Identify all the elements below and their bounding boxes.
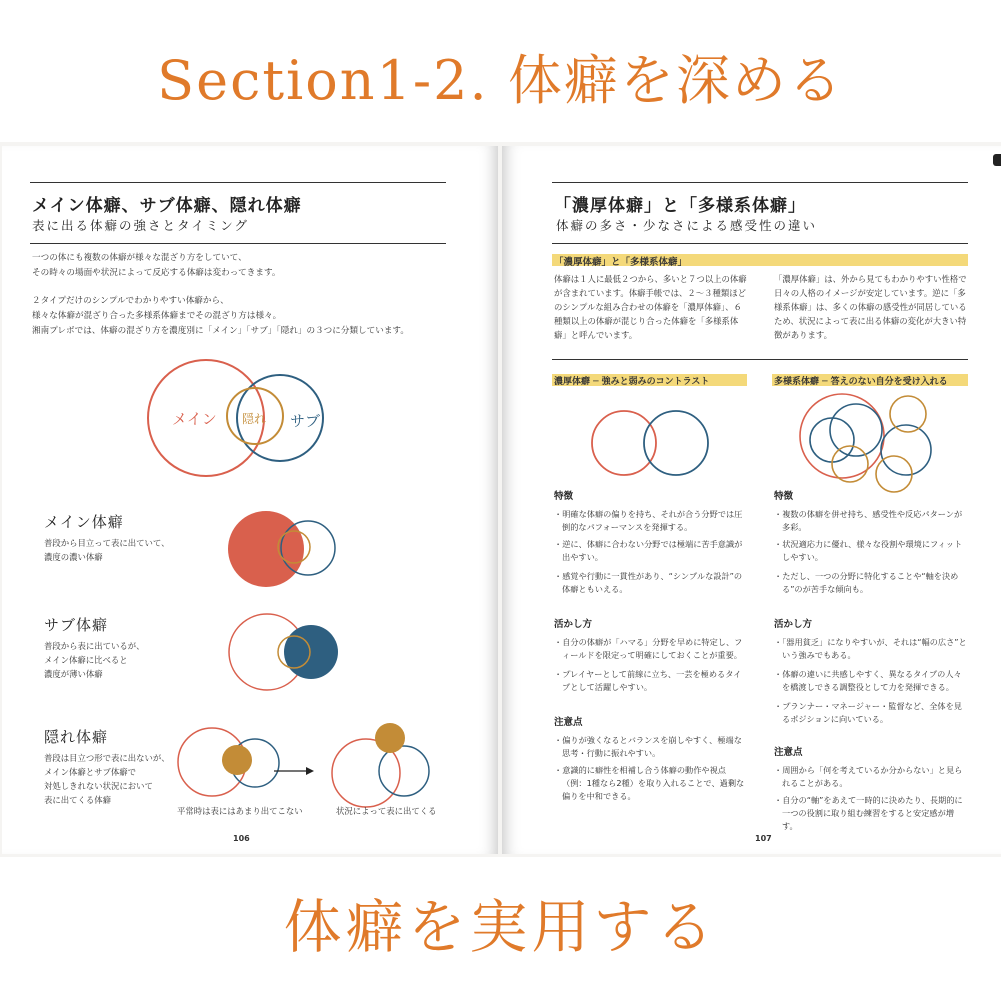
- right-page: [502, 146, 1001, 854]
- hidden-section-title: 隠れ体癖: [44, 728, 109, 746]
- bottom-heading: 体癖を実用する: [283, 893, 718, 961]
- hidden-desc-line: 普段は目立つ形で表に出ないが、: [44, 753, 170, 763]
- intro-line: 湘南プレボでは、体癖の混ざり方を濃度別に「メイン」「サブ」「隠れ」の３つに分類しています。: [32, 326, 409, 336]
- caution-item: ・偏りが強くなるとバランスを崩しやすく、極端な思考・行動に振れやすい。: [554, 735, 742, 758]
- venn-label-sub: サブ: [290, 412, 321, 430]
- left-page: [2, 146, 498, 854]
- page-number: 106: [233, 834, 250, 843]
- main-fill-circle: [228, 511, 304, 587]
- use-item: ・体癖の違いに共感しやすく、異なるタイプの人々を橋渡しできる調整役として力を発揮できる。: [774, 669, 962, 692]
- intro-line: ２タイプだけのシンプルでわかりやすい体癖から、: [32, 296, 229, 306]
- sub-section-title: サブ体癖: [44, 616, 109, 634]
- feature-item: ・明確な体癖の偏りを持ち、それが合う分野では圧倒的なパフォーマンスを発揮する。: [554, 509, 743, 532]
- use-item: ・「器用貧乏」になりやすいが、それは“幅の広さ”という強みでもある。: [774, 637, 967, 660]
- caution-label: 注意点: [554, 717, 583, 728]
- feature-item: ・複数の体癖を併せ持ち、感受性や反応パターンが多彩。: [774, 509, 963, 532]
- main-desc-line: 普段から目立って表に出ていて、: [44, 538, 170, 548]
- sub-desc-line: メイン体癖に比べると: [44, 655, 128, 665]
- main-section-title: メイン体癖: [44, 513, 124, 531]
- dense-circle-blue: [644, 411, 708, 475]
- page-number: 107: [755, 834, 772, 843]
- intro-line: その時々の場面や状況によって反応する体癖は変わってきます。: [32, 268, 281, 278]
- intro-line: 様々な体癖が混ざり合った多様系体癖までその混ざり方は様々。: [32, 311, 282, 321]
- hidden-desc-line: 対処しきれない状況において: [44, 781, 153, 791]
- venn-label-main: メイン: [172, 410, 217, 428]
- use-item: ・自分の体癖が「ハマる」分野を早めに特定し、フィールドを限定って明確にしておくことが重要。: [554, 637, 743, 660]
- sub-desc-line: 濃度が薄い体癖: [44, 669, 103, 679]
- features-label: 特徴: [554, 491, 574, 502]
- use-label: 活かし方: [774, 619, 813, 630]
- arrow-head: [306, 767, 314, 775]
- intro-col-left: 体癖は１人に最低２つから、多いと７つ以上の体癖が含まれています。体癖手帳では、２〜３種類ほどのシンプルな組み合わせの体癖を「濃厚体癖」、６種類以上の体癖が混じり合った体癖を「多様系体癖」と呼んでいます。: [554, 274, 747, 340]
- use-label: 活かし方: [554, 619, 593, 630]
- caution-item: ・周囲から「何を考えているか分からない」と見られることがある。: [774, 765, 963, 788]
- book-spread: [0, 142, 1001, 857]
- use-item: ・プレイヤーとして前線に立ち、一芸を極めるタイプとして活躍しやすい。: [554, 669, 742, 692]
- feature-item: ・逆に、体癖に合わない分野では極端に苦手意識が出やすい。: [554, 539, 743, 562]
- dense-circle-red: [592, 411, 656, 475]
- feature-item: ・ただし、一つの分野に特化することや“軸を決める”のが苦手な傾向も。: [774, 571, 959, 594]
- main-desc-line: 濃度の濃い体癖: [44, 552, 103, 562]
- hidden-desc-line: 表に出てくる体癖: [44, 795, 111, 805]
- highlight-text: 「濃厚体癖」と「多様系体癖」: [554, 257, 688, 268]
- features-label: 特徴: [774, 491, 794, 502]
- feature-item: ・感覚や行動に一貫性があり、“シンプルな設計”の体癖ともいえる。: [554, 571, 743, 594]
- caution-item: ・自分の“軸”をあえて一時的に決めたり、長期的に一つの役割に取り組む練習をすると安定感が増す。: [774, 795, 963, 831]
- hidden-fill-circle-b: [375, 723, 405, 753]
- intro-line: 一つの体にも複数の体癖が様々な混ざり方をしていて、: [32, 253, 247, 263]
- page-subtitle: 体癖の多さ・少なさによる感受性の違い: [556, 218, 818, 233]
- diverse-circle: [890, 396, 926, 432]
- use-item: ・プランナー・マネージャー・監督など、全体を見るポジションに向いている。: [774, 701, 962, 724]
- intro-col-right: 「濃厚体癖」は、外から見てもわかりやすい性格で日々の人格のイメージが安定しています。逆に「多様系体癖」は、多くの体癖の感受性が同居しているため、状況によって表に出る体癖の変化が大きい特徴があります。: [774, 274, 967, 340]
- hidden-desc-line: メイン体癖とサブ体癖で: [44, 767, 136, 777]
- hidden-fill-circle-a: [222, 745, 252, 775]
- right-col-heading: 多様系体癖 ─ 答えのない自分を受け入れる: [774, 377, 948, 387]
- section-heading: Section1-2. 体癖を深める: [157, 49, 844, 112]
- diverse-circle: [830, 404, 882, 456]
- sub-fill-circle: [284, 625, 338, 679]
- page-title: メイン体癖、サブ体癖、隠れ体癖: [32, 196, 302, 216]
- venn-diagram: [2, 146, 498, 854]
- venn-label-hidden: 隠れ: [242, 412, 267, 426]
- caution-label: 注意点: [774, 747, 803, 758]
- caption-left: 平常時は表にはあまり出てこない: [177, 806, 303, 816]
- page-subtitle: 表に出る体癖の強さとタイミング: [32, 218, 250, 233]
- left-col-heading: 濃厚体癖 ─ 強みと弱みのコントラスト: [554, 377, 710, 387]
- sub-desc-line: 普段から表に出ているが、: [44, 641, 145, 651]
- feature-item: ・状況適応力に優れ、様々な役割や環境にフィットしやすい。: [774, 539, 963, 562]
- caution-item: ・意識的に癖性を相補し合う体癖の動作や視点（例：1種なら2種）を取り入れることで、過剰な偏りを中和できる。: [554, 765, 745, 801]
- caption-right: 状況によって表に出てくる: [336, 806, 437, 816]
- diverse-circle: [800, 394, 884, 478]
- hidden-sub-circle-b: [379, 746, 429, 796]
- diverse-circle: [876, 456, 912, 492]
- page-title: 「濃厚体癖」と「多様系体癖」: [554, 196, 806, 216]
